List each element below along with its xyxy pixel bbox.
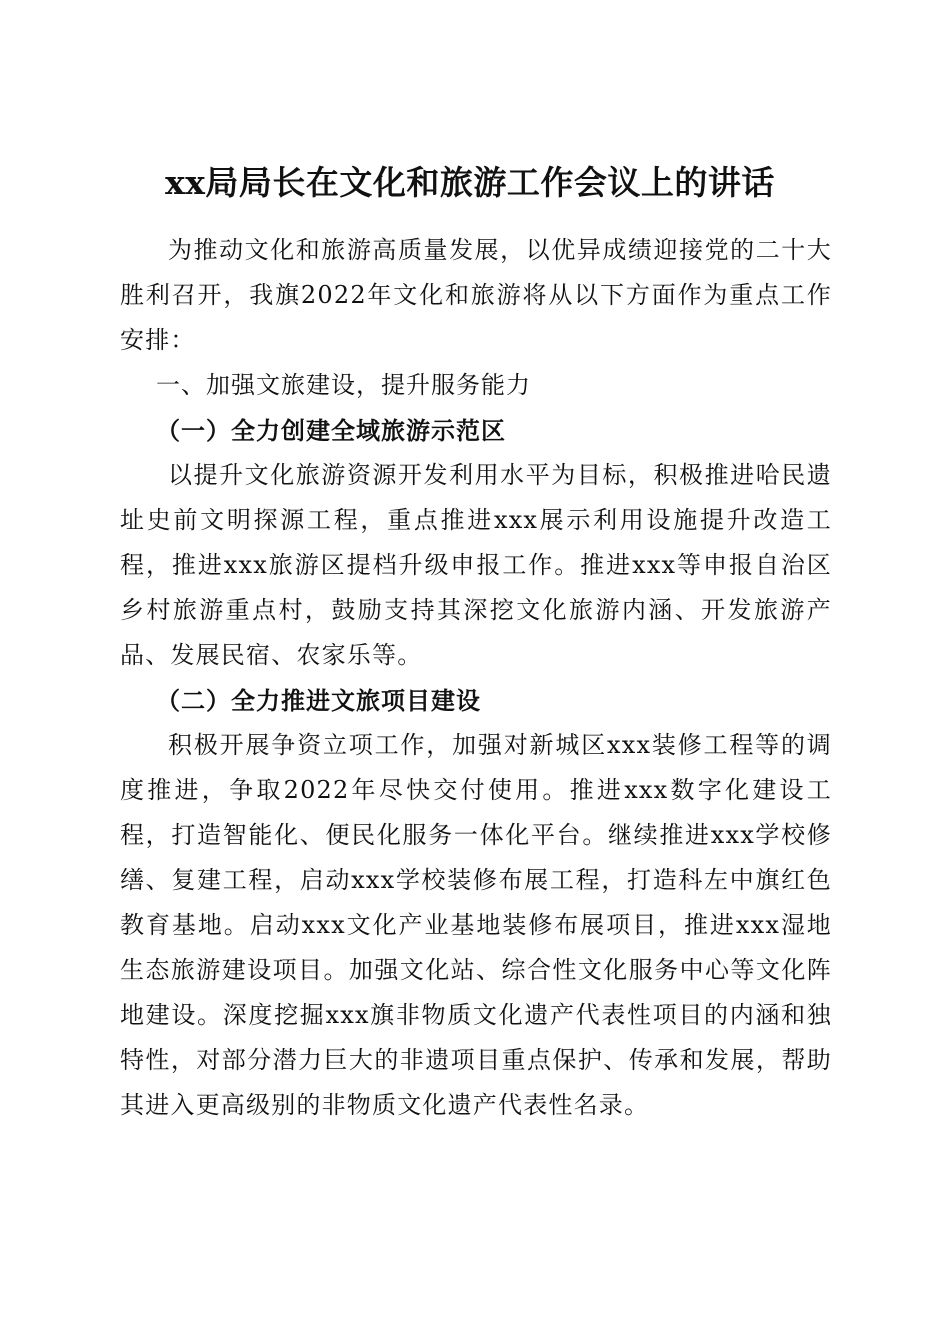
document-title: xx局局长在文化和旅游工作会议上的讲话 (165, 163, 775, 203)
intro-paragraph: 为推动文化和旅游高质量发展，以优异成绩迎接党的二十大胜利召开，我旗2022年文化和旅游将从以下方面作为重点工作安排： (120, 236, 832, 354)
subsection-paragraph-2: 积极开展争资立项工作，加强对新城区xxx装修工程等的调度推进，争取2022年尽快交付使用。推进xxx数字化建设工程，打造智能化、便民化服务一体化平台。继续推进xxx学校修缮、复建工程，启动xxx学校装修布展工程，打造科左中旗红色教育基地。启动xxx文化产业基地装修布展项目，推进xxx湿地生态旅游建设项目。加强文化站、综合性文化服务中心等文化阵地建设。深度挖掘xxx旗非物质文化遗产代表性项目的内涵和独特性，对部分潜力巨大的非遗项目重点保护、传承和发展，帮助其进入更高级别的非物质文化遗产代表性名录。 (120, 731, 832, 1119)
subsection-heading-1: （一）全力创建全域旅游示范区 (156, 416, 506, 445)
subsection-paragraph-1: 以提升文化旅游资源开发利用水平为目标，积极推进哈民遗址史前文明探源工程，重点推进xxx展示利用设施提升改造工程，推进xxx旅游区提档升级申报工作。推进xxx等申报自治区乡村旅游重点村，鼓励支持其深挖文化旅游内涵、开发旅游产品、发展民宿、农家乐等。 (120, 461, 832, 669)
section-heading: 一、加强文旅建设，提升服务能力 (156, 371, 531, 399)
document-body (120, 228, 832, 1128)
subsection-heading-2: （二）全力推进文旅项目建设 (156, 686, 481, 715)
